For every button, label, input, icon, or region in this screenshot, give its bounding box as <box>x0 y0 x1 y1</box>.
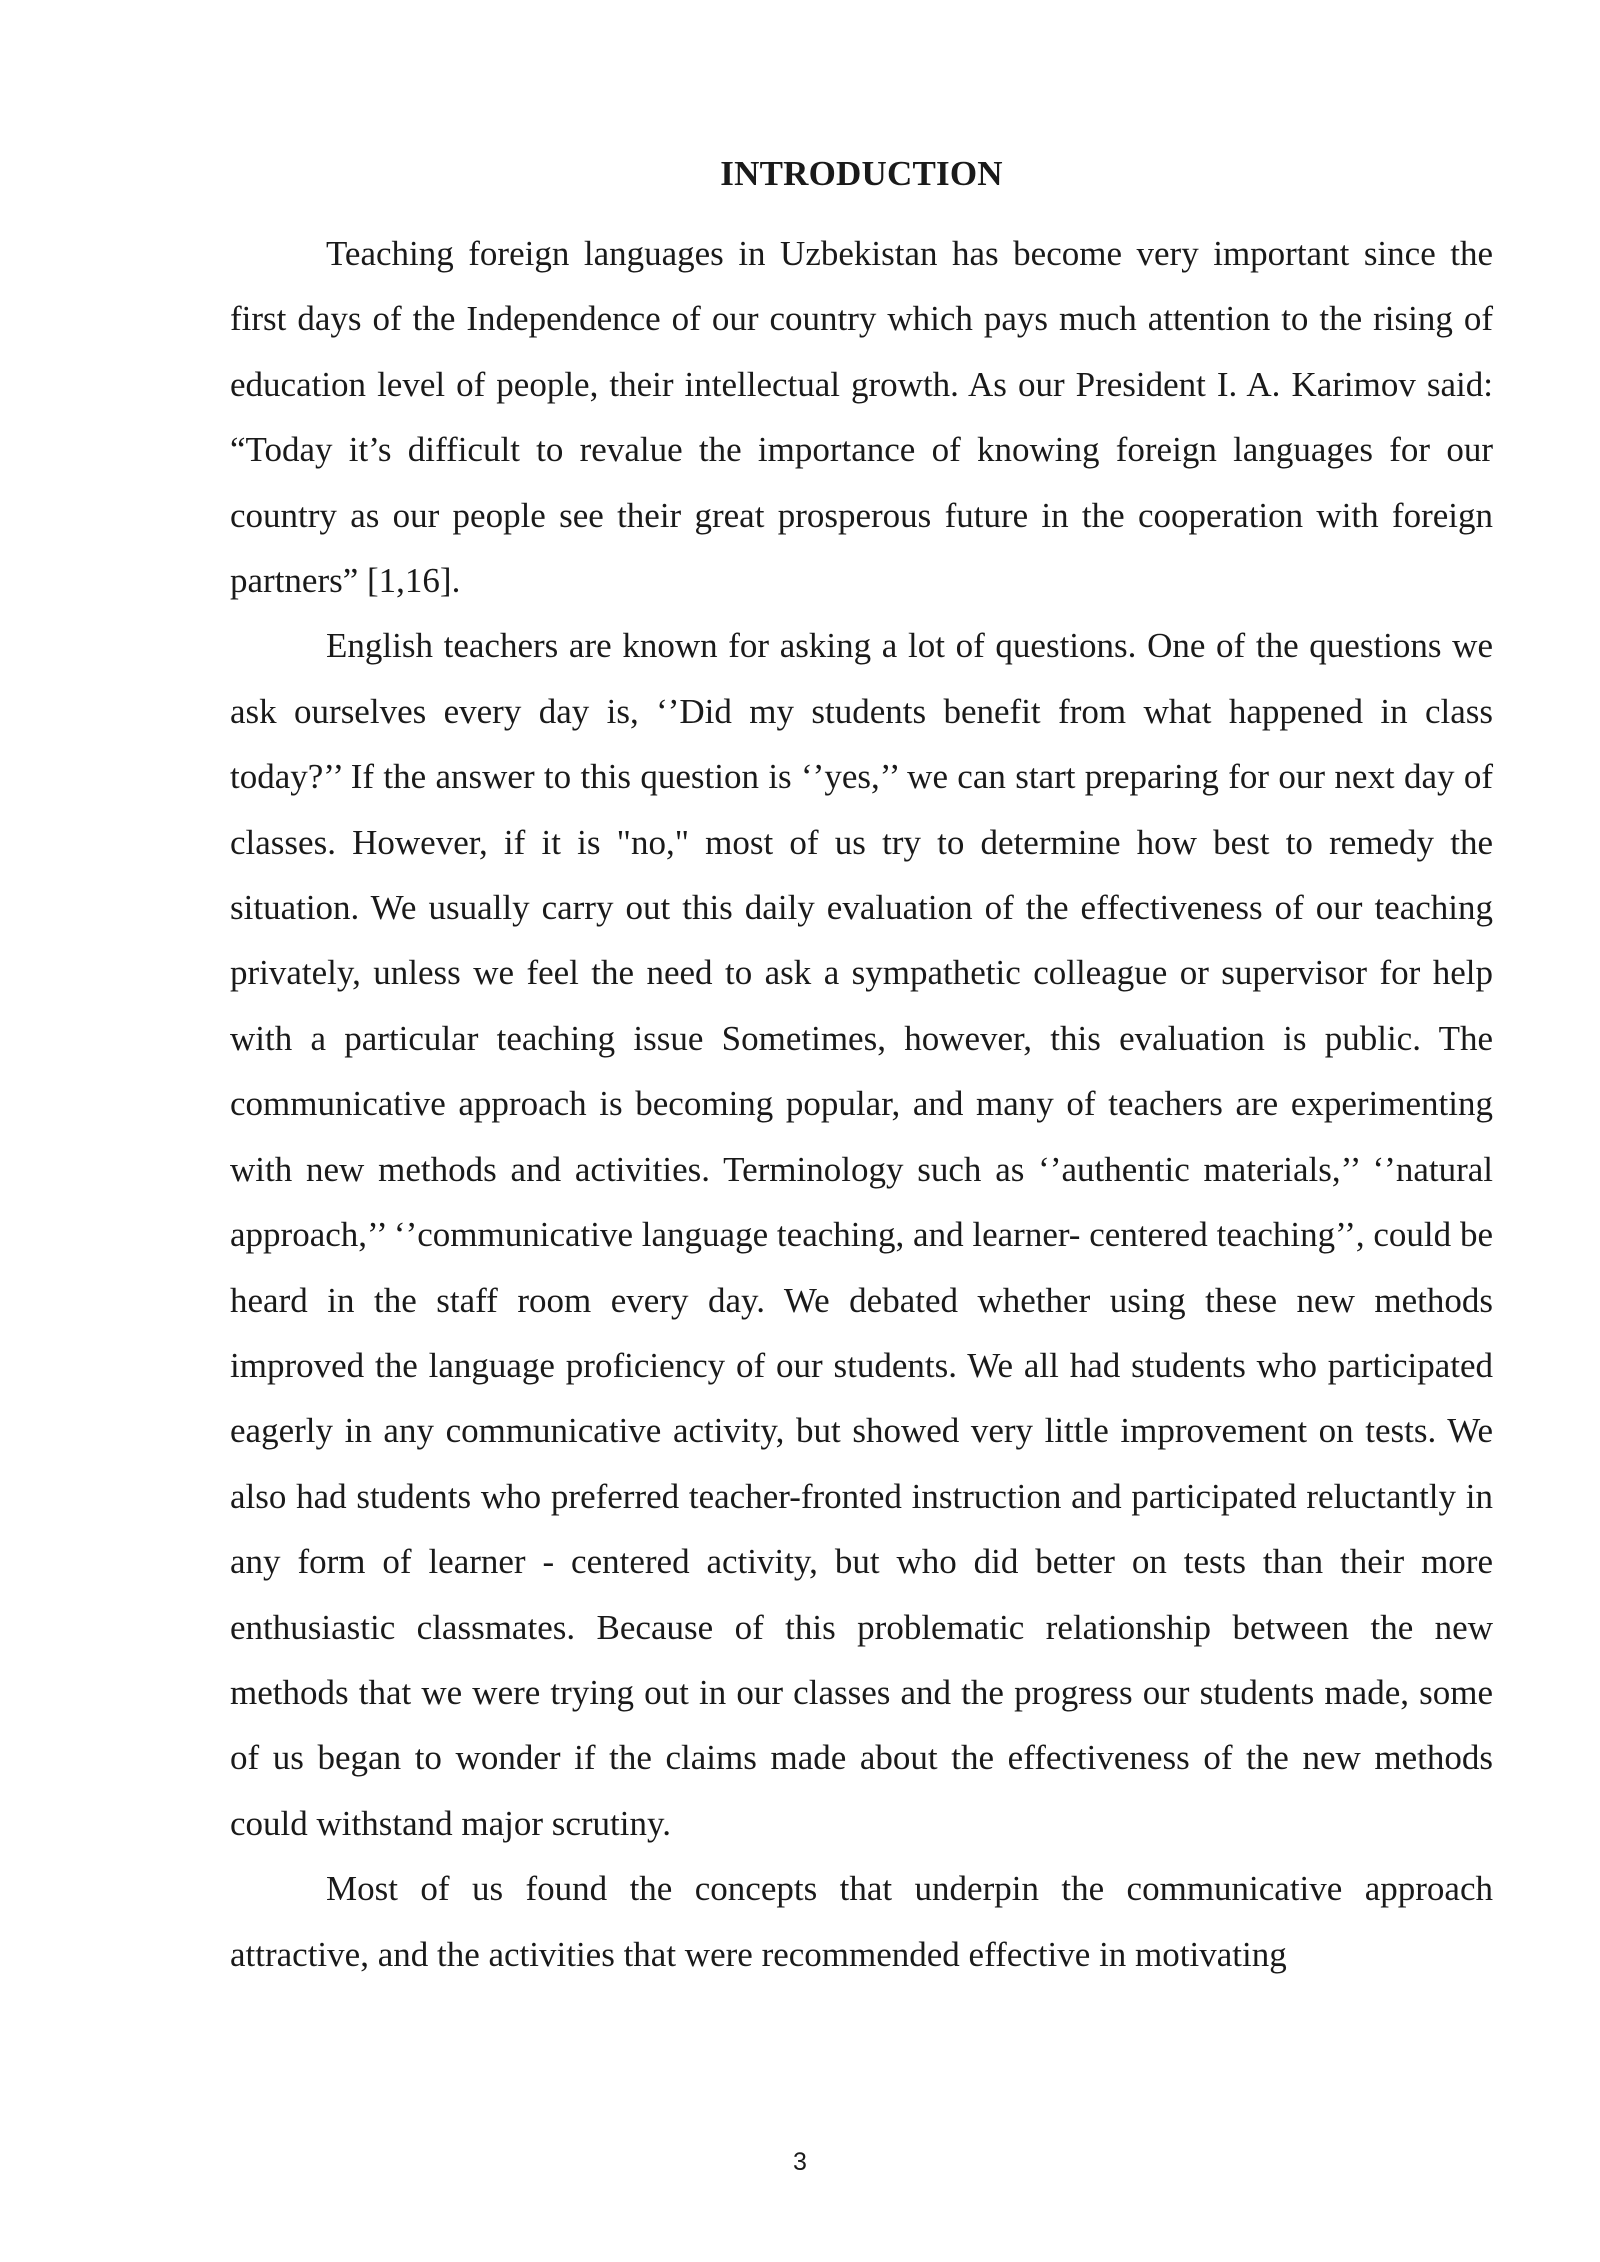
document-page <box>230 148 1493 1987</box>
paragraph-intro: Teaching foreign languages in Uzbekistan has become very important since the first days of the Independence of our country which pays much attention to the rising of education level of people, their intellectual growth. As our President I. A. Karimov said: “Today it’s difficult to revalue the importance of knowing foreign languages for our country as our people see their great prosperous future in the cooperation with foreign partners” [1,16]. <box>230 234 1493 601</box>
paragraph-concepts: Most of us found the concepts that underpin the communicative approach attractive, and the activities that were recommended effective in motivating <box>230 1869 1493 1974</box>
page-number: 3 <box>793 2148 807 2176</box>
page-title: INTRODUCTION <box>720 154 1003 193</box>
paragraph-questions: English teachers are known for asking a lot of questions. One of the questions we ask ourselves every day is, ‘’Did my students benefit from what happened in class today?’’ If the answer to this question is ‘’yes,’’ we can start preparing for our next day of classes. However, if it is "no," most of us try to determine how best to remedy the situation. We usually carry out this daily evaluation of the effectiveness of our teaching privately, unless we feel the need to ask a sympathetic colleague or supervisor for help with a particular teaching issue Sometimes, however, this evaluation is public. The communicative approach is becoming popular, and many of teachers are experimenting with new methods and activities. Terminology such as ‘’authentic materials,’’ ‘’natural approach,’’ ‘’communicative language teaching, and learner- centered teaching’’, could be heard in the staff room every day. We debated whether using these new methods improved the language proficiency of our students. We all had students who participated eagerly in any communicative activity, but showed very little improvement on tests. We also had students who preferred teacher-fronted instruction and participated reluctantly in any form of learner - centered activity, but who did better on tests than their more enthusiastic classmates. Because of this problematic relationship between the new methods that we were trying out in our classes and the progress our students made, some of us began to wonder if the claims made about the effectiveness of the new methods could withstand major scrutiny. <box>230 626 1493 1843</box>
